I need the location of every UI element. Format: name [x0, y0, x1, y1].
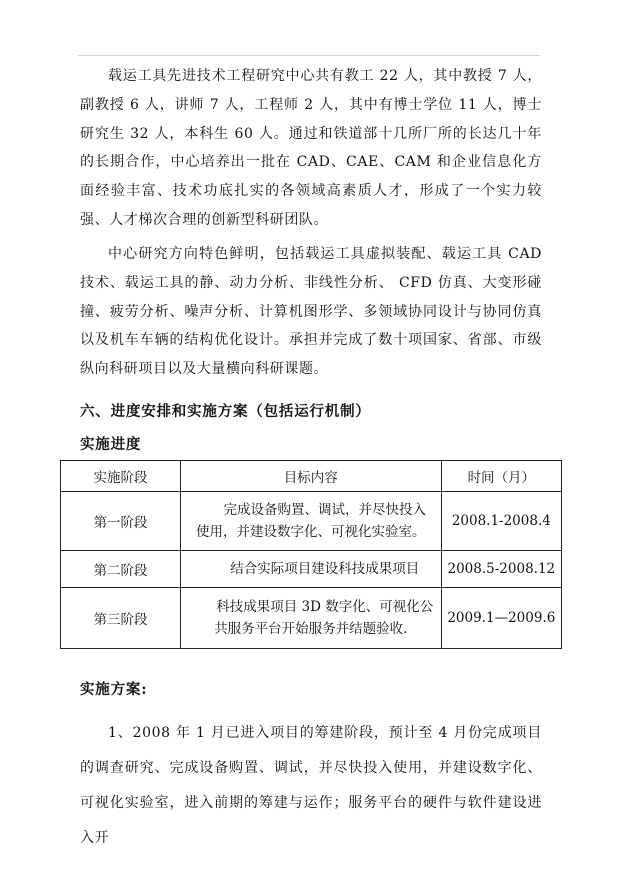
- schedule-table: [60, 460, 562, 649]
- stage-cell: 第一阶段: [61, 492, 181, 551]
- goal-line: 科技成果项目 3D 数字化、可视化公: [216, 599, 434, 615]
- goal-cell: [180, 588, 441, 649]
- time-cell: 2008.5-2008.12: [441, 551, 561, 588]
- stage-cell: 第二阶段: [61, 551, 181, 588]
- header-rule: [78, 55, 540, 56]
- goal-line: 共服务平台开始服务并结题验收.: [214, 621, 408, 637]
- section-heading: 六、进度安排和实施方案（包括运行机制）: [80, 403, 371, 420]
- header-stage: 实施阶段: [61, 461, 181, 492]
- progress-heading: 实施进度: [80, 436, 142, 453]
- header-goal: 目标内容: [180, 461, 441, 492]
- goal-line: 完成设备购置、调试，并尽快投入: [223, 502, 427, 518]
- time-cell: 2009.1—2009.6: [441, 588, 561, 649]
- header-time: 时间（月）: [441, 461, 561, 492]
- time-cell: 2008.1-2008.4: [441, 492, 561, 551]
- paragraph-plan: 1、2008 年 1 月已进入项目的筹建阶段，预计至 4 月份完成项目的调查研究、完成设备购置、调试，并尽快投入使用，并建设数字化、可视化实验室，进入前期的筹建与运作；服务平台的硬件与软件建设进入开: [80, 725, 542, 846]
- goal-cell: [180, 551, 441, 588]
- plan-heading: 实施方案:: [80, 681, 148, 698]
- table-row: [61, 588, 562, 649]
- goal-cell: [180, 492, 441, 551]
- table-row: [61, 551, 562, 588]
- stage-cell: 第三阶段: [61, 588, 181, 649]
- paragraph-research: 中心研究方向特色鲜明，包括载运工具虚拟装配、载运工具 CAD 技术、载运工具的静、动力分析、非线性分析、 CFD 仿真、大变形碰撞、疲劳分析、噪声分析、计算机图形学、多领域协同设计与协同仿真以及机车车辆的结构优化设计。承担并完成了数十项国家、省部、市级纵向科研项目以及大量横向科研课题。: [80, 246, 542, 378]
- goal-line: 结合实际项目建设科技成果项目: [230, 561, 420, 577]
- table-header-row: [61, 461, 562, 492]
- goal-line: 使用，并建设数字化、可视化实验室。: [196, 524, 426, 540]
- table-row: [61, 492, 562, 551]
- paragraph-team: 载运工具先进技术工程研究中心共有教工 22 人，其中教授 7 人，副教授 6 人，讲师 7 人，工程师 2 人，其中有博士学位 11 人，博士研究生 32 人，本科生 60 人。通过和铁道部十几所厂所的长达几十年的长期合作，中心培养出一批在 CAD、CAE、CAM 和企业信息化方面经验丰富、技术功底扎实的各领域高素质人才，形成了一个实力较强、人才梯次合理的创新型科研团队。: [80, 68, 542, 228]
